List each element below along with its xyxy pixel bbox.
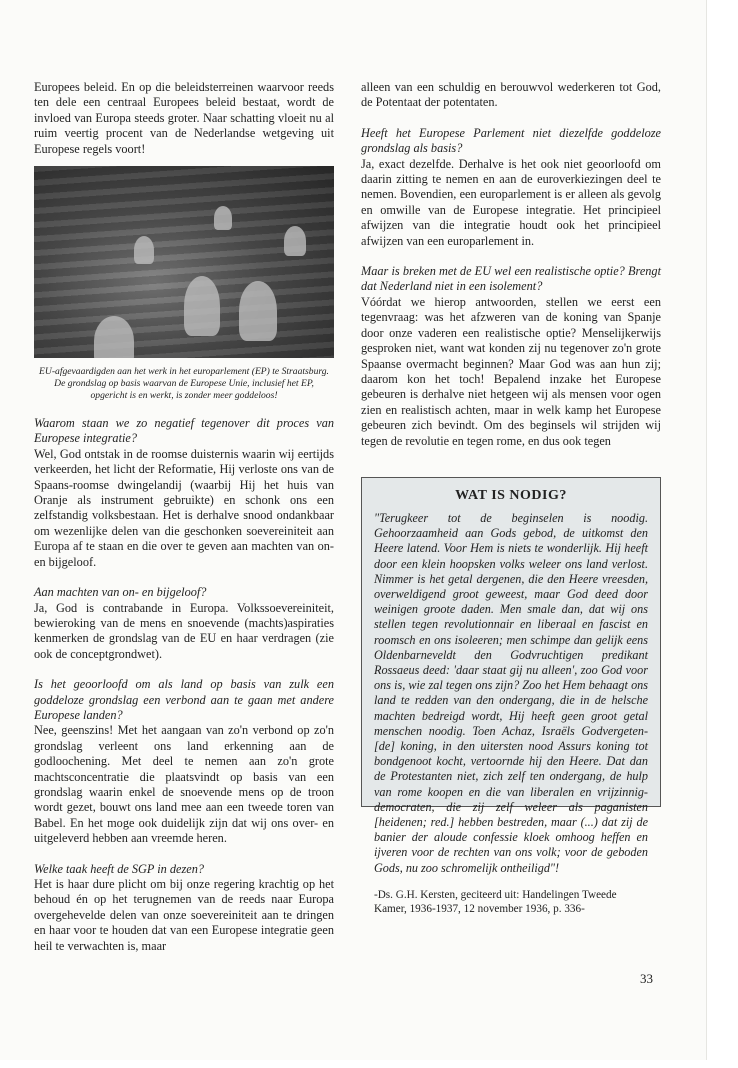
answer-6: Vóórdat we hierop antwoorden, stellen we eerst een tegenvraag: was het afzweren van de koning van Spanje door onze vaderen een realistische optie? Menselijkerwijs gesproken niet, want wat konden zij nu tegenover zo'n grote Spaanse overmacht beginnen? Maar God was aan hun zij; daarom kon het toch! Bepalend inzake het Europese gebeuren is derhalve niet hetgeen wij als mensen voor ogen zien en realistisch achten, maar in welk kamp het Europese gebeuren zich bevindt. Om des beginsels wil strijden wij tegen de revolutie en tegen rome, en dus ook tegen bbox=[361, 294, 661, 448]
question-1: Waarom staan we zo negatief tegenover dit proces van Europese integratie? bbox=[34, 416, 334, 446]
photo-caption: EU-afgevaardigden aan het werk in het europarlement (EP) te Straatsburg. De grondslag op basis waarvan de Europese Unie, inclusief het EP, opgericht is en werkt, is zonder meer goddeloos! bbox=[39, 366, 329, 402]
left-column bbox=[34, 80, 334, 954]
answer-3: Nee, geenszins! Met het aangaan van zo'n verbond op zo'n grondslag verleent ons land erkenning aan de godloochening. Met deel te nemen aan zo'n grote machtsconcentratie die plaatsvindt op basis van een grondslag waarin enkel de snoevende mens op de troon wordt gezet, bouwt ons land mee aan een tweede toren van Babel. En het moge ook duidelijk zijn dat wij ons over- en uitgeleverd hebben aan vreemde heren. bbox=[34, 723, 334, 846]
box-quote: "Terugkeer tot de beginselen is noodig. Gehoorzaamheid aan Gods gebod, de uitkomst den Heere latend. Voor Hem is niets te wonderlijk. Hij heeft door een klein hoopsken volks weleer ons land verlost. Nimmer is het getal dergenen, die den Heere vreesden, overweldigend groot geweest, maar God deed door weinigen groote daden. Men smale dan, dat wij ons stellen tegen revolutionnair en liberaal en fascist en roomsch en ons isoleeren; men schimpe dan gelijk eens Oldenbarneveldt den Godvruchtigen predikant Rossaeus deed: 'daar staat gij nu alleen', zoo God voor ons is, wie zal tegen ons zijn? Zoo het Hem behaagt ons land te redden van den ondergang, die in de helsche machten bedreigd wordt, Hij heeft geen groot getal menschen noodig. Toen Achaz, Israëls Godvergeten-[de] koning, in den uitersten nood Assurs koning tot bondgenoot kocht, vertoornde hij den Heere. Dat dan de Protestanten niet, zich zelf ten ondergang, de hulp van rome koopen en die van liberalen en vrijzinnig-democraten, die zij zelf weleer als paganisten [heidenen; red.] hebben bestreden, maar (...) dat zij de banier der aloude confessie kloek omhoog heffen en ijveren voor de rechten van ons volk; voor de geboden Gods, nu zoo schromelijk ontheiligd"! bbox=[374, 511, 648, 875]
sidebar-box bbox=[361, 477, 661, 915]
right-column bbox=[361, 80, 661, 449]
box-title: WAT IS NODIG? bbox=[455, 488, 567, 503]
page-number: 33 bbox=[640, 971, 653, 986]
question-6: Maar is breken met de EU wel een realistische optie? Brengt dat Nederland niet in een isolement? bbox=[361, 264, 661, 294]
question-4: Welke taak heeft de SGP in dezen? bbox=[34, 861, 205, 876]
answer-1: Wel, God ontstak in de roomse duisternis waarin wij eertijds verkeerden, het licht der Reformatie, Hij verloste ons van de Spaans-roomse dwingelandij (waarbij Hij het huis van Oranje als instrument gebruikte) en schonk ons een zelfstandig volksbestaan. Het is derhalve snood ondankbaar om wezenlijke delen van die geschonken soevereiniteit aan Europa af te staan en die over te geven aan machten van on- en bijgeloof. bbox=[34, 446, 334, 569]
answer-5: Ja, exact dezelfde. Derhalve is het ook niet geoorloofd om daarin zitting te nemen en aan de euroverkiezingen deel te nemen. Bovendien, een europarlement is er alleen als gevolg en omwille van de Europese integratie. Het principieel afwijzen van die integratie houdt ook het principieel afwijzen van een europarlement in. bbox=[361, 156, 661, 248]
question-3: Is het geoorloofd om als land op basis van zulk een goddeloze grondslag een verbond aan te gaan met andere Europese landen? bbox=[34, 677, 334, 722]
box-source: -Ds. G.H. Kersten, geciteerd uit: Handelingen Tweede Kamer, 1936-1937, 12 november 1936, p. 336- bbox=[374, 888, 617, 915]
parliament-photo bbox=[34, 166, 334, 358]
answer-4: Het is haar dure plicht om bij onze regering krachtig op het behoud én op het terugnemen van de reeds naar Europa overgeheveldе delen van onze soevereiniteit aan te dringen en haar voor te houden dat van een Europese integratie geen heil te verwachten is, maar bbox=[34, 877, 334, 953]
answer-2: Ja, God is contrabande in Europa. Volkssoevereiniteit, bewieroking van de mens en snoevende (machts)aspiraties kenmerken de grondslag van de EU en haar verdragen (zie ook de conceptgrondwet). bbox=[34, 600, 334, 661]
question-5: Heeft het Europese Parlement niet diezelfde goddeloze grondslag als basis? bbox=[361, 125, 661, 156]
intro-paragraph: Europees beleid. En op die beleidsterreinen waarvoor reeds ten dele een centraal Europees beleid bestaat, wordt de invloed van Europa steeds groter. Naar schatting vloeit nu al ruim veertig procent van de Nederlandse wetgeving uit Europese regels voort! bbox=[34, 80, 334, 156]
question-2: Aan machten van on- en bijgeloof? bbox=[34, 585, 207, 600]
continued-paragraph: alleen van een schuldig en berouwvol wederkeren tot God, de Potentaat der potentaten. bbox=[361, 80, 661, 110]
